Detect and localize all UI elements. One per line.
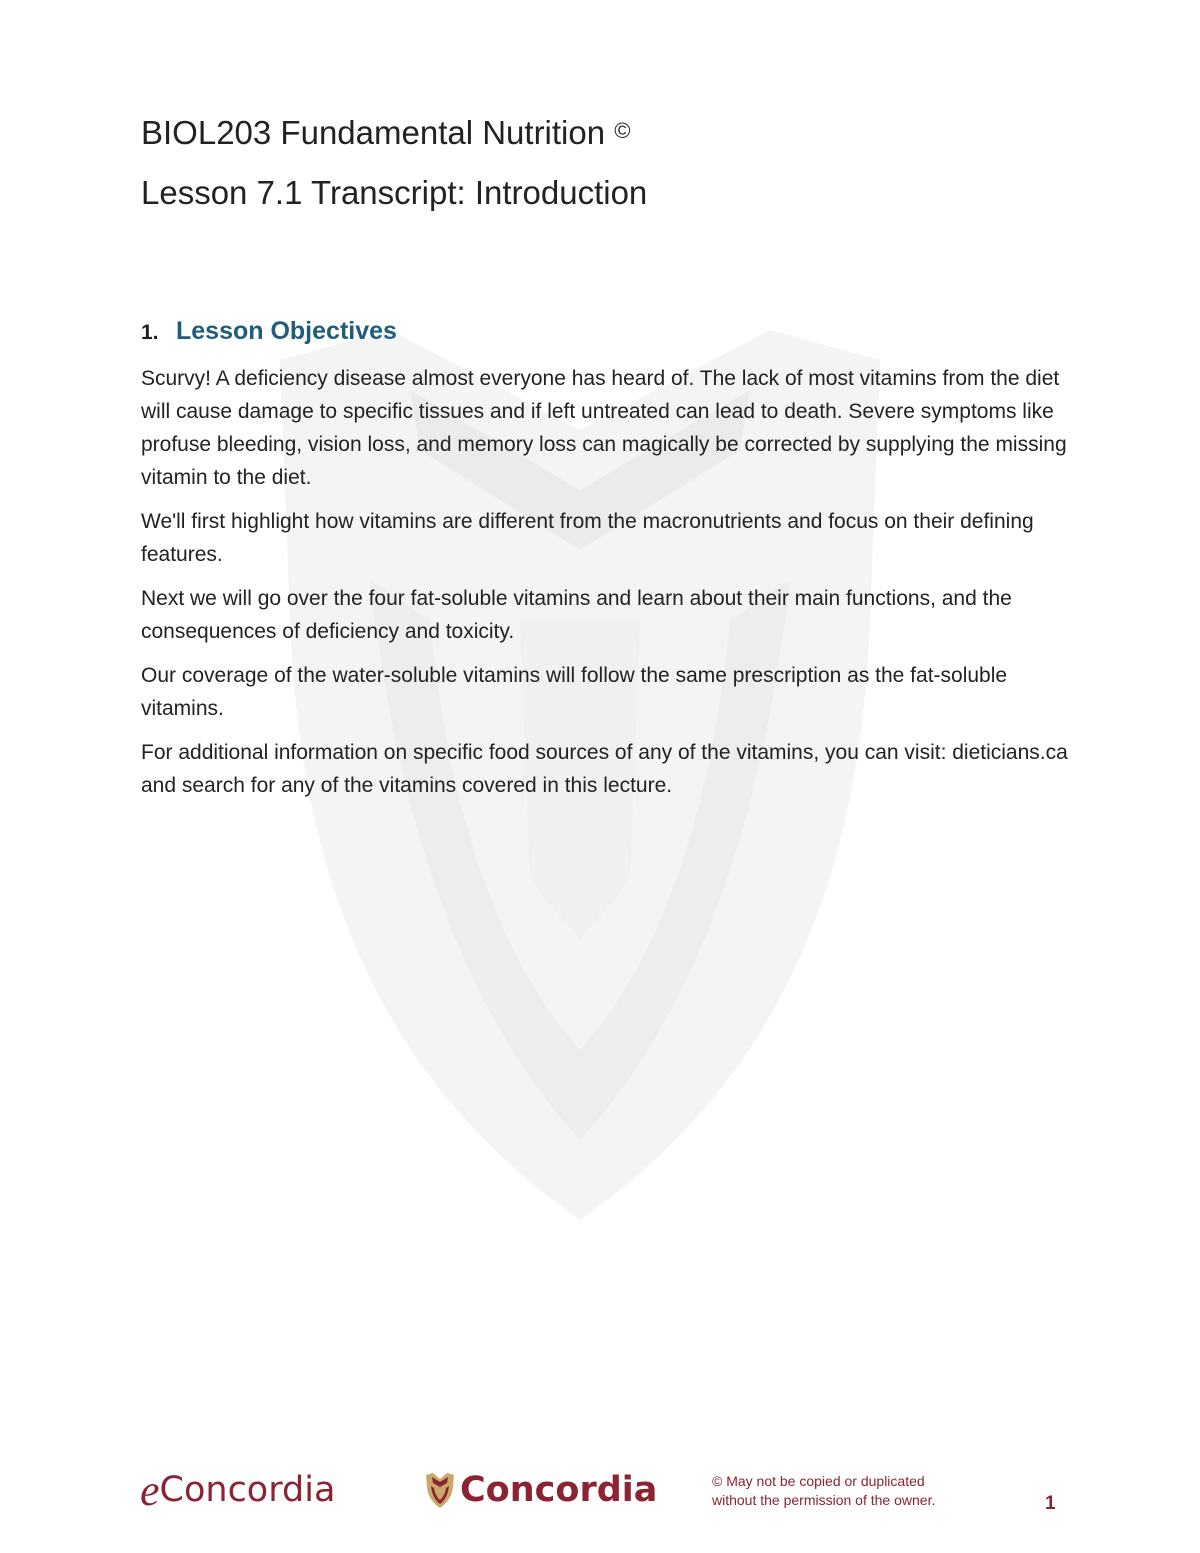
concordia-shield-icon: [424, 1471, 456, 1509]
econcordia-logo: [140, 1465, 336, 1515]
copyright-symbol: ©: [614, 118, 631, 143]
course-title: [141, 108, 1071, 156]
concordia-logo-word: Concordia: [460, 1470, 658, 1510]
section-number: 1.: [141, 321, 159, 344]
copyright-notice-line: © May not be copied or duplicated: [712, 1473, 925, 1489]
page-footer: [0, 1460, 1200, 1530]
copyright-notice-line: without the permission of the owner.: [712, 1492, 936, 1508]
paragraph: Scurvy! A deficiency disease almost everyone has heard of. The lack of most vitamins from the diet will cause damage to specific tissues and if left untreated can lead to death. Severe symptoms like profuse bleeding, vision loss, and memory loss can magically be corrected by supplying the missing vitamin to the diet.: [141, 367, 1067, 489]
econcordia-logo-word: Concordia: [159, 1470, 336, 1510]
paragraph: Our coverage of the water-soluble vitamins will follow the same prescription as the fat-soluble vitamins.: [141, 664, 1008, 720]
paragraph: For additional information on specific food sources of any of the vitamins, you can visit: dieticians.ca and search for any of the vitamins covered in this lecture.: [141, 741, 1068, 797]
course-title-text: BIOL203 Fundamental Nutrition: [141, 114, 606, 151]
copyright-notice: [712, 1472, 935, 1510]
paragraph: We'll first highlight how vitamins are different from the macronutrients and focus on their defining features.: [141, 510, 1034, 566]
paragraph: Next we will go over the four fat-soluble vitamins and learn about their main functions, and the consequences of deficiency and toxicity.: [141, 587, 1012, 643]
section-title: Lesson Objectives: [176, 317, 397, 345]
document-body: [141, 108, 1071, 802]
page-number: 1: [1045, 1493, 1056, 1514]
econcordia-logo-e: e: [140, 1465, 160, 1515]
lesson-title: Lesson 7.1 Transcript: Introduction: [141, 174, 648, 211]
concordia-logo: [424, 1468, 657, 1512]
section-heading: [141, 314, 1071, 350]
